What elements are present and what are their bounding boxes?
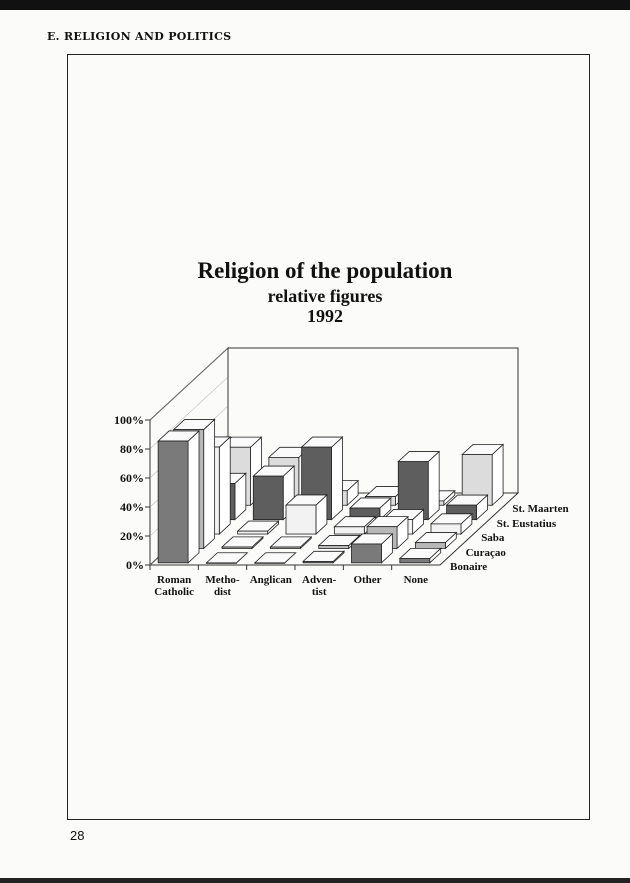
series-label: St. Maarten	[512, 503, 569, 516]
bar-saba-0-side	[219, 437, 230, 534]
bar-bonaire-0-side	[188, 431, 199, 563]
bar-bonaire-0-front	[158, 441, 188, 563]
bar-saba-2-front	[286, 505, 316, 534]
category-label-line: Metho-	[205, 574, 240, 586]
bar-bonaire-4-front	[351, 544, 381, 563]
bar-saba-3-front	[334, 527, 364, 534]
scan-edge-bottom	[0, 878, 630, 883]
bar-bonaire-5-front	[400, 558, 430, 562]
y-tick-label: 80%	[120, 442, 144, 456]
bar-bonaire-2-top	[255, 553, 296, 563]
category-label-line: Catholic	[154, 586, 195, 598]
category-label-line: Other	[353, 574, 382, 586]
y-tick-label: 20%	[120, 529, 144, 543]
bar-st-eustatius-1-front	[253, 476, 283, 520]
series-label: Curaçao	[465, 546, 506, 559]
series-label: Bonaire	[450, 561, 488, 573]
chart-subtitle: relative figures	[267, 286, 383, 306]
bar-st-eustatius-2-side	[332, 437, 343, 520]
y-gridline	[150, 348, 228, 420]
chart-title: Religion of the population	[197, 258, 453, 283]
bar-cura-ao-2-front	[270, 547, 300, 548]
y-tick-label: 60%	[120, 471, 144, 485]
bar-cura-ao-3-front	[319, 546, 349, 549]
bar-cura-ao-1-front	[222, 547, 252, 548]
bar-st-maarten-5-side	[492, 444, 503, 505]
bar-bonaire-1-top	[206, 553, 247, 563]
bar-saba-1-front	[238, 531, 268, 534]
category-label-line: Roman	[157, 574, 192, 586]
bar-bonaire-3-top	[303, 551, 344, 561]
page-number: 28	[70, 828, 85, 843]
bar-cura-ao-1-top	[222, 537, 263, 547]
bar-cura-ao-5-front	[415, 543, 445, 549]
category-label-line: None	[403, 574, 429, 586]
category-label-line: dist	[213, 586, 232, 598]
chart-year: 1992	[307, 306, 343, 326]
bar-bonaire-3-front	[303, 561, 333, 562]
category-label-line: tist	[311, 586, 327, 598]
y-tick-label: 40%	[120, 500, 144, 514]
y-tick-label: 0%	[126, 558, 144, 572]
bar-st-eustatius-4-side	[428, 452, 439, 520]
category-label	[388, 574, 444, 586]
bar-cura-ao-0-side	[204, 419, 215, 548]
bar-bonaire-1-front	[206, 563, 236, 564]
category-label-line: Adven-	[302, 574, 337, 586]
bar-bonaire-2-front	[255, 563, 285, 564]
series-label: St. Eustatius	[496, 517, 557, 530]
bar-cura-ao-2-top	[270, 537, 311, 547]
series-label: Saba	[481, 532, 505, 545]
section-heading: E. RELIGION AND POLITICS	[47, 30, 232, 43]
y-tick-label: 100%	[114, 413, 144, 427]
category-label-line: Anglican	[249, 574, 292, 586]
